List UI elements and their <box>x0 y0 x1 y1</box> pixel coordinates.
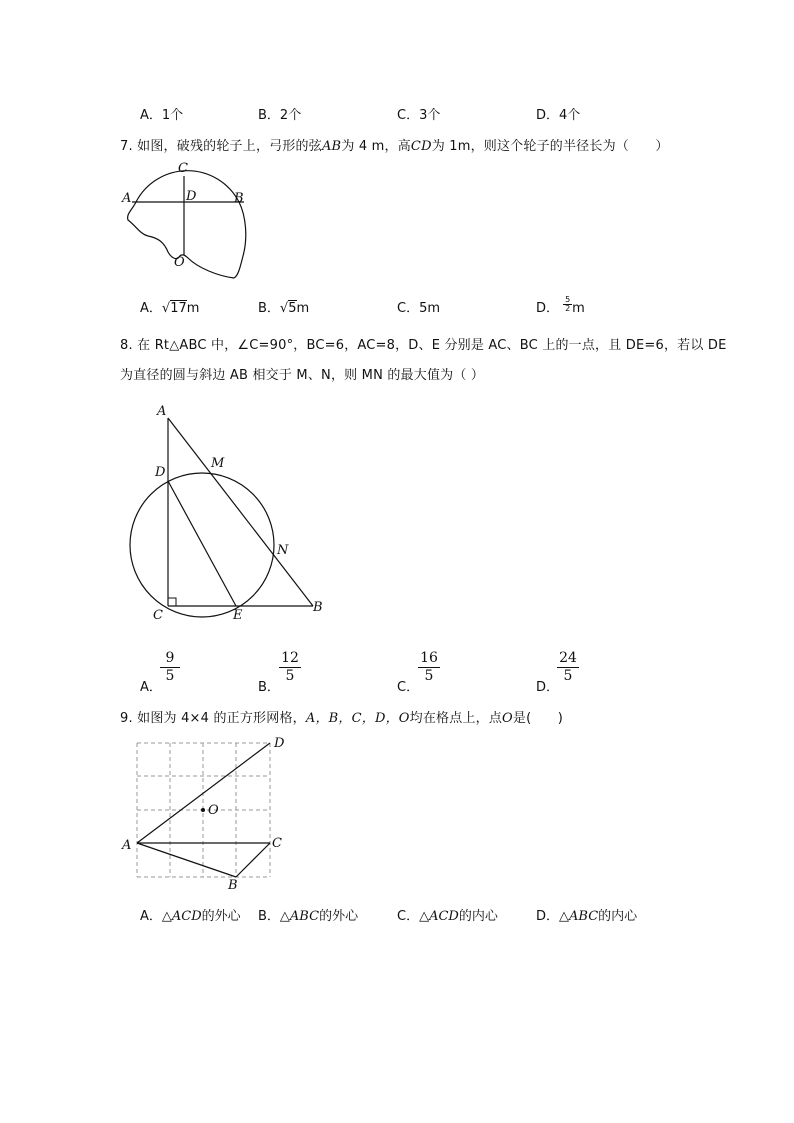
q7-broken-wheel-figure <box>118 158 258 283</box>
q7-label-o: O <box>174 255 185 270</box>
q7-arc-right <box>179 202 246 278</box>
sqrt-symbol: √ <box>161 301 171 316</box>
q9-label-o: O <box>208 803 219 818</box>
q8-triangle-circle-figure <box>125 398 335 628</box>
q8-hypotenuse-ab <box>168 418 313 606</box>
q9-label-b: B <box>228 878 238 893</box>
q8-right-angle-mark <box>168 598 176 606</box>
q9-option-d[interactable]: D．△ABC的内心 <box>536 909 638 924</box>
q8-number: 8. <box>120 338 133 353</box>
q9-label-d: D <box>274 736 285 751</box>
q7-number: 7. <box>120 139 133 154</box>
q7-option-b[interactable]: B．√5m <box>258 301 310 316</box>
q9-option-b[interactable]: B．△ABC的外心 <box>258 909 359 924</box>
q8-label-e: E <box>233 608 243 623</box>
q9-point-o <box>201 808 205 812</box>
q8-option-d-fraction: $\frac{24}{5}$ <box>557 650 579 685</box>
q7-label-a: A <box>122 191 132 206</box>
q8-label-b: B <box>313 600 323 615</box>
q7-label-b: B <box>234 191 244 206</box>
q8-option-c-fraction: $\frac{16}{5}$ <box>418 650 440 685</box>
q8-label-n: N <box>277 543 289 558</box>
q7-broken-edge <box>128 202 179 259</box>
q9-label-c: C <box>272 836 282 851</box>
q8-segment-de <box>168 481 236 606</box>
q9-segment-bc <box>236 843 270 877</box>
q8-option-b[interactable]: B． <box>258 680 280 695</box>
q9-option-c[interactable]: C．△ACD的内心 <box>397 909 498 924</box>
q7-stem: 7. 如图，破残的轮子上，弓形的弦AB为 4 m，高CD为 1m，则这个轮子的半径长为（ ） <box>120 139 669 154</box>
q7-option-d-fraction: $\frac{5}{2}$ <box>565 294 571 313</box>
q8-option-a[interactable]: A． <box>140 680 162 695</box>
q9-segment-ab <box>137 843 236 877</box>
q6-option-b[interactable]: B．2个 <box>258 108 302 123</box>
q8-option-d[interactable]: D． <box>536 680 560 695</box>
q7-label-d: D <box>186 189 197 204</box>
q7-label-c: C <box>178 161 188 176</box>
q7-option-d[interactable]: D． $\frac{5}{2}$ m <box>536 294 585 316</box>
q8-option-a-fraction: $\frac{9}{5}$ <box>160 650 180 685</box>
q6-option-d[interactable]: D．4个 <box>536 108 581 123</box>
q7-option-a[interactable]: A．√17m <box>140 301 200 316</box>
q9-stem: 9. 如图为 4×4 的正方形网格，A，B，C，D，O均在格点上，点O是( ) <box>120 711 564 726</box>
q9-grid-figure <box>118 733 298 893</box>
q8-label-c: C <box>153 608 163 623</box>
q8-label-d: D <box>155 465 166 480</box>
q9-option-a[interactable]: A．△ACD的外心 <box>140 909 241 924</box>
q7-option-c[interactable]: C．5m <box>397 301 441 316</box>
q8-label-m: M <box>211 456 225 471</box>
q6-option-a[interactable]: A．1个 <box>140 108 184 123</box>
q8-option-b-fraction: $\frac{12}{5}$ <box>279 650 301 685</box>
q9-number: 9. <box>120 711 133 726</box>
q8-circle <box>130 473 274 617</box>
q8-stem-line1: 8. 在 Rt△ABC 中，∠C=90°，BC=6，AC=8，D、E 分别是 AC、BC 上的一点，且 DE=6，若以 DE <box>120 338 727 353</box>
q6-option-c[interactable]: C．3个 <box>397 108 441 123</box>
q9-label-a: A <box>122 838 132 853</box>
q8-label-a: A <box>157 404 167 419</box>
q8-stem-line2: 为直径的圆与斜边 AB 相交于 M、N，则 MN 的最大值为（ ） <box>120 368 485 383</box>
sqrt-symbol: √ <box>279 301 289 316</box>
q8-option-c[interactable]: C． <box>397 680 420 695</box>
